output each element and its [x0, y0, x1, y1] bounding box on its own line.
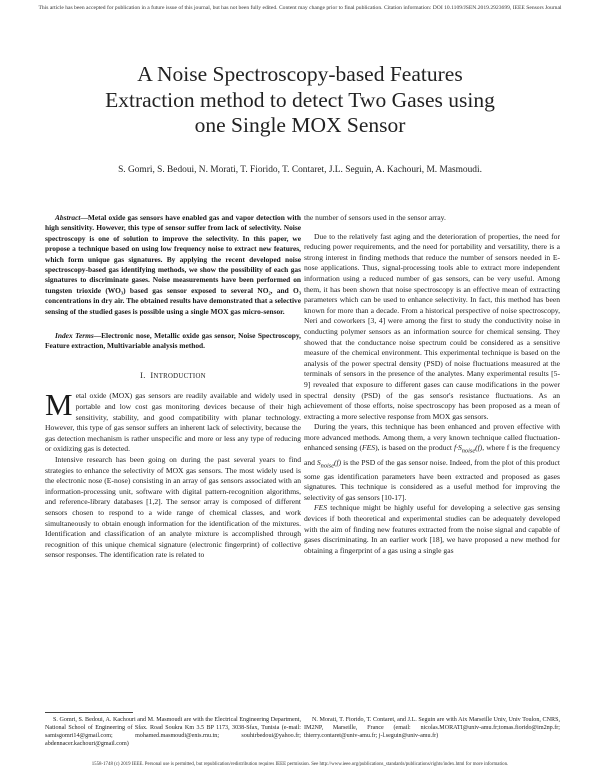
section-title-rest: NTRODUCTION: [153, 372, 206, 380]
intro-paragraph: [45, 387, 301, 455]
index-terms: [45, 331, 301, 352]
body-paragraph: [304, 422, 560, 503]
section-heading: [45, 371, 301, 383]
paragraph-text: is the PSD of the gas sensor noise. Indeed, from the plot of this product some gas identification parameters have been extracted and proposed as gases signatures. This technique is considered as a useful method for improving the selectivity of gas sensors [10-17].: [304, 457, 560, 502]
title-line: A Noise Spectroscopy-based Features: [137, 62, 463, 86]
paragraph-text: During the years, this technique has been enhanced and proven effective with more advanced methods. Among them, a very known technique called fluctuation-enhanced sensing (: [304, 422, 560, 453]
left-column: [45, 213, 301, 561]
journal-header-note: This article has been accepted for publication in a future issue of this journal, but has not been fully edited. Content may change prior to final publication. Citation information: DOI 10.1109/JSEN.2019.2923699, IEEE Sensors Journal: [38, 5, 562, 11]
body-paragraph: [304, 503, 560, 556]
index-terms-text: —Electronic nose, Metallic oxide gas sensor, Noise Spectroscopy, Feature extraction, Multivariable analysis method.: [45, 331, 302, 351]
fes-term: FES: [314, 503, 328, 513]
paragraph-text: technique might be highly useful for developing a selective gas sensing devices if both theoretical and experimental studies can be adequately developed with the aim of finding new features extracted from the noise signal and capable of gases discriminating. In an earlier work [18], we have proposed a new method for obtaining a fingerprint of a gas using a single gas: [304, 503, 560, 555]
section-title-initial: I: [150, 370, 154, 380]
title-line: one Single MOX Sensor: [194, 113, 406, 137]
abstract: [45, 213, 301, 317]
author-affiliation-footnote: N. Morati, T. Fiorido, T. Contaret, and J.L. Seguin are with Aix Marseille Univ, Univ Toulon, CNRS, IM2NP, Marseille, France (email: nicolas.MORATI@univ-amu.fr;tomas.fiorido@im2np.fr; thierry.contaret@univ-amu.fr; j-l.seguin@univ-amu.fr): [304, 717, 560, 739]
math-arg: (f): [334, 457, 342, 467]
math-subscript: noise: [320, 462, 335, 470]
math-subscript: noise: [461, 447, 476, 455]
abstract-label: Abstract: [55, 213, 81, 222]
paragraph-text: , where f is the frequency and: [304, 443, 560, 467]
body-paragraph: Due to the relatively fast aging and the deterioration of properties, the need for reducing power requirements, and the need for portability and versatility, there is a strong interest in finding methods that reduce the number of sensors needed in E-nose applications. Thus, signal-processing tools able to extract more independent information using a reduced number of gas sensors, can be very useful. Among them, it has been shown that noise spectroscopy is an effective mean of extracting parameters which can be used to enhance selectivity. In fact, this method has been known for more than a decade. From a historical perspective of noise spectroscopy, Neri and coworkers [3, 4] were among the first to study the conductivity noise in conducting polymer sensors as an information source for chemical sensing. They showed that the conductance noise spectrum could be considered as a sensitive measure of the chemical environment. This experimental technique is based on the analysis of the power spectral density (PSD) of noise fluctuations measured at the terminals of sensors in the presence of the analytes. Many experimental results [5-9] revealed that exposure to different gases can cause modifications in the power spectral density (PSD) of the gas sensor's resistance fluctuations. As an achievement of those efforts, noise spectroscopy has been proposed as a mean of extracting a more selective response from MOX gas sensors.: [304, 231, 560, 421]
abstract-text: —Metal oxide gas sensors have enabled gas and vapor detection with high sensitivity. However, this type of sensor suffer from lack of selectivity. Noise spectroscopy is one of solution to improve the selectivity. In this paper, we propose a technique based on using low frequency noise to extract new features, which form unique gas signatures. By applying the recent developed noise spectroscopy-based gas identifying methods, we show the possibility of each gas signatures to discriminate gases. Noise measurements have been performed on tungsten trioxide (WO₃) based gas sensor exposed to several NO₂, and O₃ concentrations in dry air. The obtained results have demonstrated that a selective sensing of the studied gases is possible using a single MOX gas micro-sensor.: [45, 213, 301, 316]
body-paragraph: Intensive research has been going on during the past several years to find strategies to enhance the selectivity of MOX gas sensors. The most widely used is the electronic nose (E-nose) consisting in an array of gas sensors associated with an information-processing unit, software with digital pattern-recognition algorithms, and reference-library databases [1,2]. The sensor array is composed of different sensors chosen to respond to a wide range of chemical classes, and work simultaneously to obtain enough information for the identification of the mixtures. Identification and classification of an analyte mixture is accomplished through recognition of this unique chemical signature (electronic fingerprint) of collective sensor responses. The identification rate is related to: [45, 455, 301, 560]
paper-title: [40, 62, 560, 139]
body-paragraph: the number of sensors used in the sensor array.: [304, 213, 446, 222]
copyright-footer: 1558-1748 (c) 2019 IEEE. Personal use is permitted, but republication/redistribution requires IEEE permission. See http://www.ieee.org/publications_standards/publications/rights/index.html for more information.: [91, 762, 509, 767]
fes-term: FES: [362, 443, 376, 453]
section-number: I.: [140, 370, 146, 380]
math-symbol: S: [316, 457, 321, 467]
author-list: S. Gomri, S. Bedoui, N. Morati, T. Fiorido, T. Contaret, J.L. Seguin, A. Kachouri, M. Masmoudi.: [118, 165, 482, 175]
math-arg: (f): [475, 443, 483, 453]
intro-paragraph-text: etal oxide (MOX) gas sensors are readily available and widely used in portable and low cost gas monitoring devices because of their high sensitivity, stability, and good compatibility with planar technology. However, this type of gas sensor suffers an inherent lack of selectivity, because the gas detection mechanism is rather unspecific and more or less any type of reducing or oxidizing gas is detected.: [45, 391, 301, 454]
drop-cap: M: [45, 387, 73, 423]
index-terms-label: Index Terms: [55, 331, 94, 341]
right-column: [304, 213, 560, 556]
footnote-divider: [45, 712, 133, 713]
math-product: f·S: [453, 443, 462, 453]
paragraph-text: ), is based on the product: [375, 443, 454, 453]
title-line: Extraction method to detect Two Gases using: [105, 87, 495, 112]
author-affiliation-footnote: S. Gomri, S. Bedoui, A. Kachouri and M. Masmoudi are with the Electrical Engineering Department, National School of Engineering of Sfax. Road Soukra Km 3.5 BP 1173, 3038-Sfax, Tunisia (e-mail: samisgomri14@gmail.com; mohamed.masmoudi@enis.rnu.tn; souhirbedoui@yahoo.fr; abdennacer.kachouri@gmail.com): [45, 717, 301, 747]
